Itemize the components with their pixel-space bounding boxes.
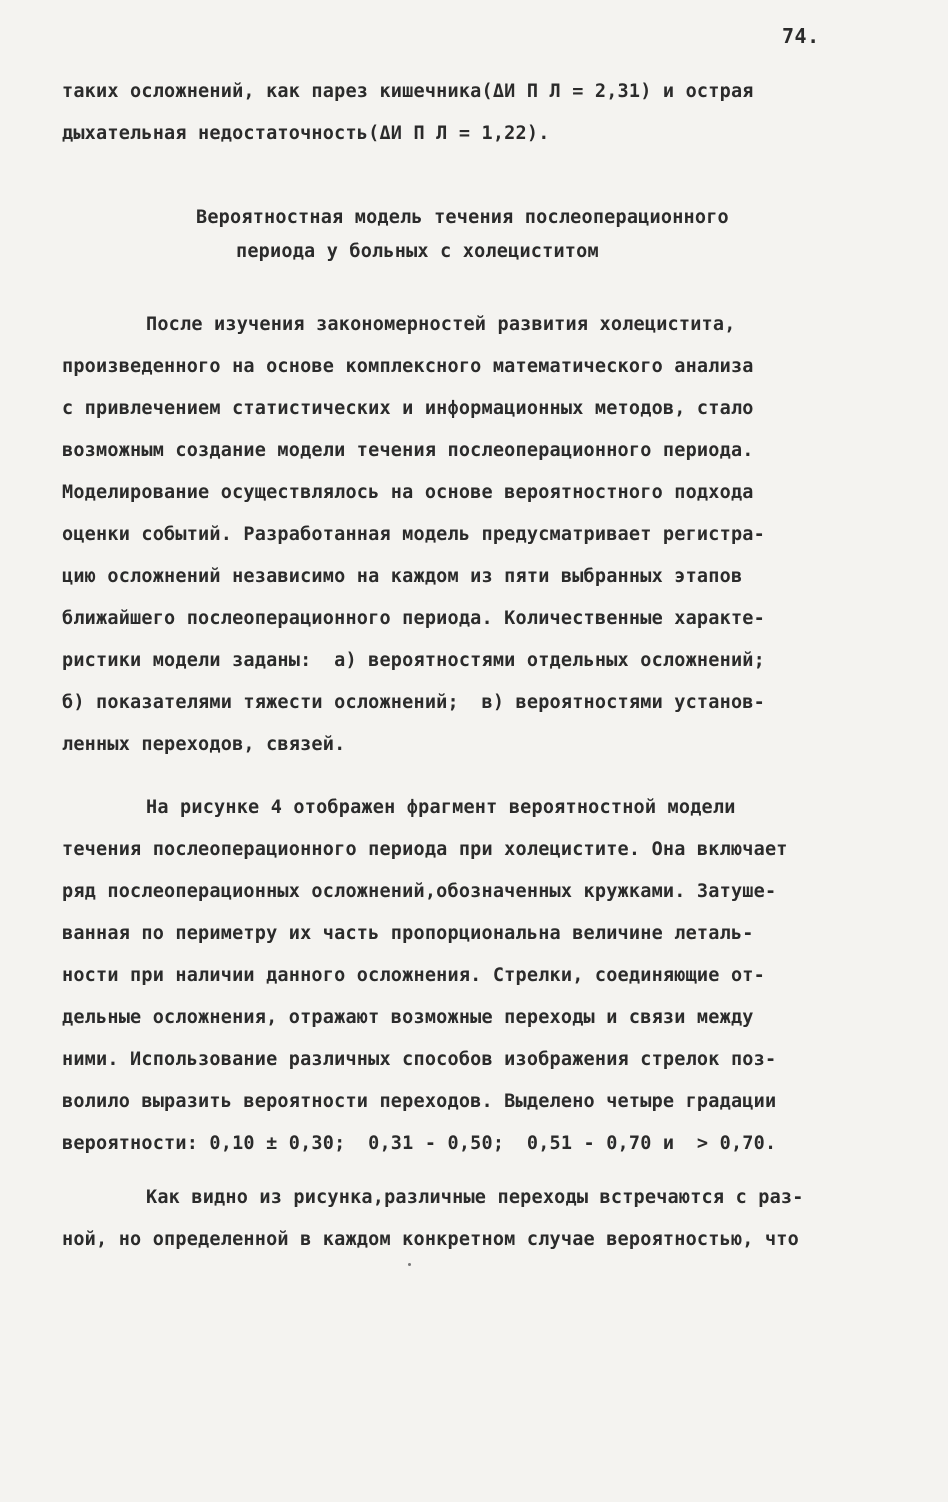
text-line: произведенного на основе комплексного математического анализа — [62, 356, 754, 377]
text-line: ристики модели заданы: а) вероятностями отдельных осложнений; — [62, 650, 765, 671]
print-speck — [408, 1263, 411, 1266]
text-line: с привлечением статистических и информационных методов, стало — [62, 398, 754, 419]
text-line: На рисунке 4 отображен фрагмент вероятностной модели — [146, 797, 736, 818]
text-line: ними. Использование различных способов изображения стрелок поз- — [62, 1049, 777, 1070]
text-line: таких осложнений, как парез кишечника(ΔИ П Л = 2,31) и острая — [62, 81, 754, 102]
text-line: Как видно из рисунка,различные переходы встречаются с раз- — [146, 1187, 804, 1208]
text-line: дыхательная недостаточность(ΔИ П Л = 1,22). — [62, 123, 550, 144]
text-line: возможным создание модели течения послеоперационного периода. — [62, 440, 754, 461]
text-line: цию осложнений независимо на каждом из пяти выбранных этапов — [62, 566, 743, 587]
section-title-line: Вероятностная модель течения послеоперационного — [196, 207, 729, 228]
text-line: ванная по периметру их часть пропорциональна величине леталь- — [62, 923, 754, 944]
text-line: ряд послеоперационных осложнений,обозначенных кружками. Затуше- — [62, 881, 777, 902]
text-line: б) показателями тяжести осложнений; в) вероятностями установ- — [62, 692, 765, 713]
text-line: ности при наличии данного осложнения. Стрелки, соединяющие от- — [62, 965, 765, 986]
text-line: течения послеоперационного периода при холецистите. Она включает — [62, 839, 788, 860]
text-line: оценки событий. Разработанная модель предусматривает регистра- — [62, 524, 765, 545]
text-line: ной, но определенной в каждом конкретном случае вероятностью, что — [62, 1229, 799, 1250]
page-number: 74. — [782, 24, 820, 48]
text-line: После изучения закономерностей развития холецистита, — [146, 314, 736, 335]
text-line: волило выразить вероятности переходов. Выделено четыре градации — [62, 1091, 777, 1112]
section-title-line: периода у больных с холециститом — [236, 241, 599, 262]
text-line: ленных переходов, связей. — [62, 734, 346, 755]
text-line: Моделирование осуществлялось на основе вероятностного подхода — [62, 482, 754, 503]
text-line: ближайшего послеоперационного периода. Количественные характе- — [62, 608, 765, 629]
text-line: дельные осложнения, отражают возможные переходы и связи между — [62, 1007, 754, 1028]
text-line: вероятности: 0,10 ± 0,30; 0,31 - 0,50; 0,51 - 0,70 и > 0,70. — [62, 1133, 777, 1154]
